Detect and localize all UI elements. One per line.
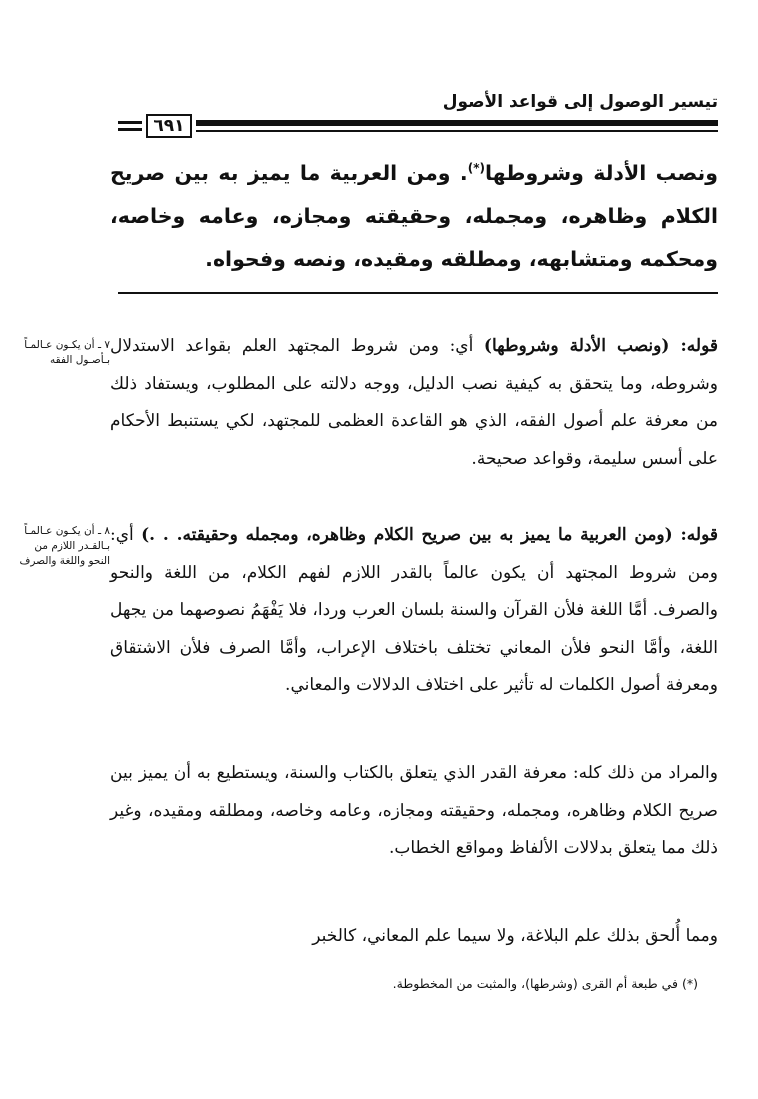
page-number-dash-bottom [118, 128, 142, 131]
commentary-lead: قوله: [669, 336, 718, 356]
header-rule-thick [196, 120, 718, 126]
margin-note-7: ٧ ـ أن يكـون عـالمـاً بـأصـول الفقه [24, 339, 110, 366]
page-number: ٦٩١ [146, 114, 192, 138]
header-rule-thin [196, 130, 718, 132]
commentary-body: أي: ومن شروط المجتهد أن يكون عالماً بالقدر اللازم لفهم الكلام، من اللغة والنحو والصرف. أمَّا اللغة فلأن القرآن والسنة بلسان العرب وردا، فلا يَفْهَمُ نصوصهما من يجهل اللغة، وأمَّا النحو فلأن المعاني تختلف باختلاف الإعراب، وأمَّا الصرف فلأن الاشتقاق ومعرفة أصول الكلمات له تأثير على اختلاف الدلالات والمعاني. [110, 525, 718, 695]
commentary-paragraph-3: والمراد من ذلك كله: معرفة القدر الذي يتعلق بالكتاب والسنة، ويستطيع به أن يميز بين صريح الكلام وظاهره، ومجمله، وحقيقته ومجازه، وعامه وخاصه، ومطلقه ومقيده، وغير ذلك مما يتعلق بدلالات الألفاظ ومواقع الخطاب. [110, 763, 718, 858]
commentary-quote: (ونصب الأدلة وشروطها) [483, 336, 670, 356]
commentary-paragraph-4: ومما أُلحق بذلك علم البلاغة، ولا سيما علم المعاني، كالخبر [312, 926, 718, 946]
main-text-part1: ونصب الأدلة وشروطها [484, 161, 718, 185]
page-number-dash-top [118, 121, 142, 124]
main-text-part2: . ومن العربية ما يميز به بين صريح الكلام وظاهره، ومجمله، وحقيقته ومجازه، وعامه وخاصه، ومحكمه ومتشابهه، ومطلقه ومقيده، ونصه وفحواه. [110, 161, 718, 271]
commentary-paragraph-2 [110, 517, 718, 705]
running-header-title: تيسير الوصول إلى قواعد الأصول [442, 92, 718, 112]
footnote-marker: (*) [467, 161, 485, 176]
margin-note-8: ٨ ـ أن يكـون عـالمـاً بـالقـدر اللازم من النحو واللغة والصرف [19, 525, 110, 567]
commentary-lead: قوله: [672, 525, 718, 545]
commentary-paragraph-1 [110, 328, 718, 478]
commentary-body: أي: ومن شروط المجتهد العلم بقواعد الاستدلال وشروطه، وما يتحقق به كيفية نصب الدليل، ووجه دلالته على المطلوب، ويستفاد ذلك من معرفة علم أصول الفقه، الذي هو القاعدة العظمى للمجتهد، لكي يستنبط الأحكام على أسس سليمة، وقواعد صحيحة. [110, 336, 718, 469]
commentary-quote: (ومن العربية ما يميز به بين صريح الكلام وظاهره، ومجمله وحقيقته. . .) [141, 525, 673, 545]
footnote: (*) في طبعة أم القرى (وشرطها)، والمثبت من المخطوطة. [392, 976, 698, 991]
main-text [110, 152, 718, 281]
separator-rule [118, 292, 718, 294]
